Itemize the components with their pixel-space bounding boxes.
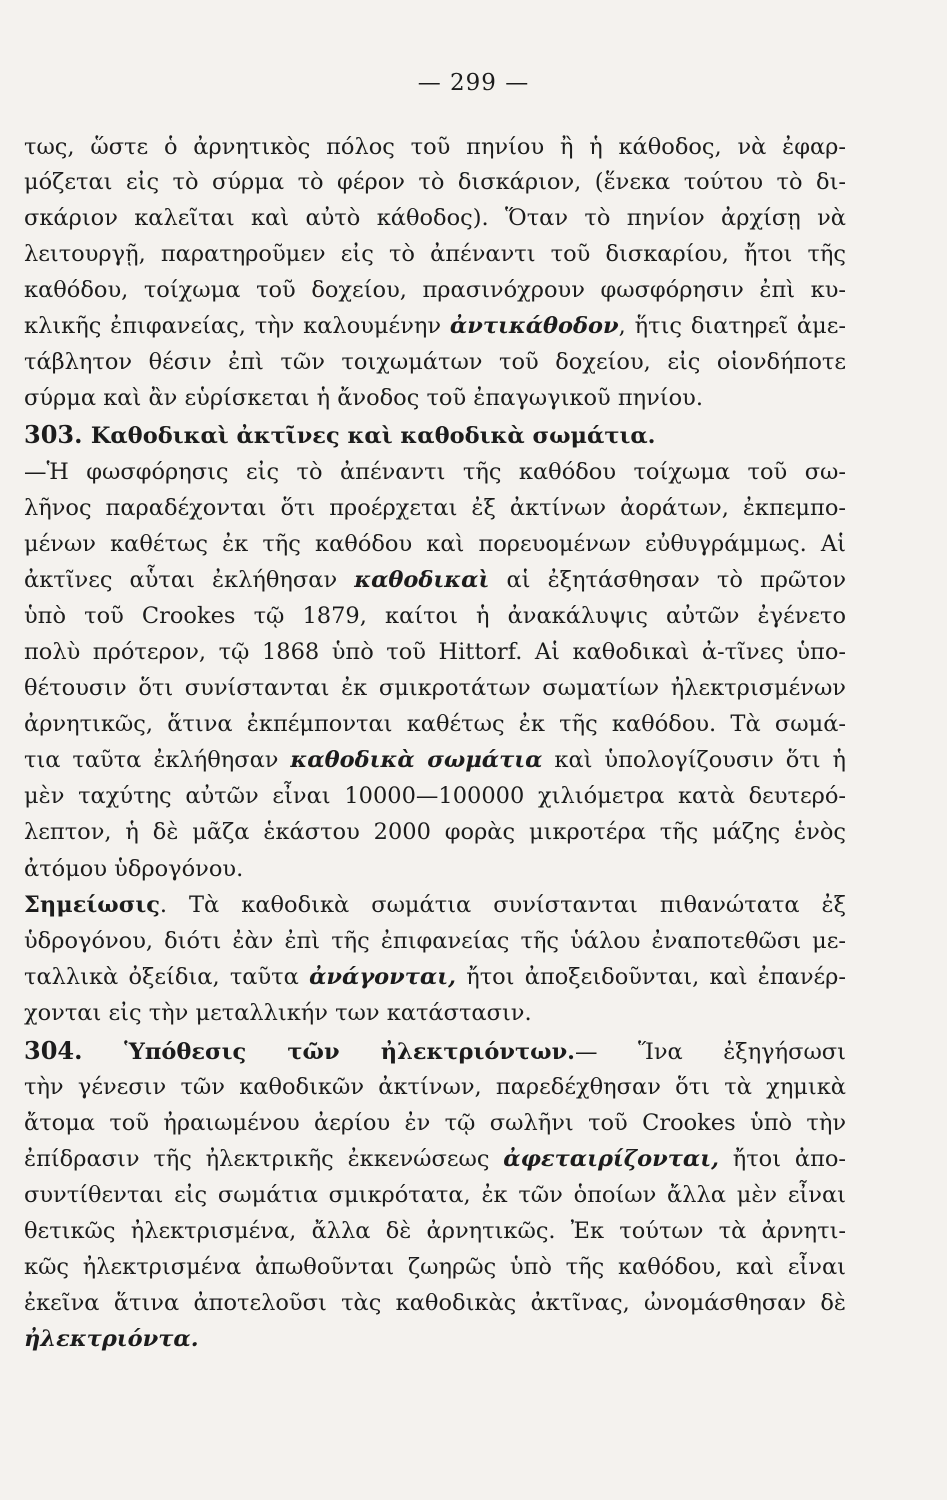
text-run: — Ἵνα ἐξηγήσωσι	[575, 1039, 846, 1065]
text-run: ἀκτῖνες αὗται ἐκλήθησαν	[24, 567, 355, 593]
text-line	[24, 1070, 846, 1104]
text-line	[24, 599, 846, 633]
text-line	[24, 237, 846, 271]
text-line	[24, 743, 846, 777]
text-run: . Τὰ καθοδικὰ σωμάτια συνίστανται πιθανώτατα ἐξ	[159, 892, 846, 918]
text-run: , ἥτις διατηρεῖ ἀμε-	[618, 313, 846, 339]
text-line	[24, 527, 846, 561]
text-run: ὑπὸ τοῦ Crookes τῷ 1879, καίτοι ἡ ἀνακάλυψις αὐτῶν ἐγένετο	[24, 603, 846, 629]
text-run: σκάριον καλεῖται καὶ αὐτὸ κάθοδος). Ὅταν τὸ πηνίον ἀρχίσῃ νὰ	[24, 205, 846, 231]
emphasized-term: ἀνάγονται,	[309, 964, 456, 990]
text-run: ἐπίδρασιν τῆς ἠλεκτρικῆς ἐκκενώσεως	[24, 1146, 504, 1172]
text-line	[24, 779, 846, 813]
text-run: τὴν γένεσιν τῶν καθοδικῶν ἀκτίνων, παρεδέχθησαν ὅτι τὰ χημικὰ	[24, 1074, 846, 1100]
text-run: κλικῆς ἐπιφανείας, τὴν καλουμένην	[24, 313, 450, 339]
text-run: ἄτομα τοῦ ἠραιωμένου ἀερίου ἐν τῷ σωλῆνι τοῦ Crookes ὑπὸ τὴν	[24, 1110, 846, 1136]
text-line	[24, 130, 846, 164]
text-line	[24, 1178, 846, 1212]
text-run: μένων καθέτως ἐκ τῆς καθόδου καὶ πορευομένων εὐθυγράμμως. Αἱ	[24, 531, 846, 557]
text-line	[24, 888, 846, 922]
text-line	[24, 491, 846, 525]
text-run: τια ταῦτα ἐκλήθησαν	[24, 747, 291, 773]
text-run: μόζεται εἰς τὸ σύρμα τὸ φέρον τὸ δισκάριον, (ἕνεκα τούτου τὸ δι-	[24, 169, 846, 195]
text-line	[24, 996, 846, 1030]
text-run: θετικῶς ἠλεκτρισμένα, ἄλλα δὲ ἀρνητικῶς. Ἐκ τούτων τὰ ἀρνητι-	[24, 1218, 846, 1244]
emphasized-term: ἀντικάθοδον	[449, 313, 619, 339]
text-line	[24, 1214, 846, 1248]
text-run: συντίθενται εἰς σωμάτια σμικρότατα, ἐκ τῶν ὁποίων ἄλλα μὲν εἶναι	[24, 1182, 846, 1208]
text-line	[24, 1034, 846, 1069]
section-number: 304.	[24, 1036, 125, 1065]
text-run: αἱ ἐξητάσθησαν τὸ πρῶτον	[489, 567, 846, 593]
emphasized-term: καθοδικὰ σωμάτια	[290, 747, 543, 773]
text-run: καθόδου, τοίχωμα τοῦ δοχείου, πρασινόχρουν φωσφόρησιν ἐπὶ κυ-	[24, 277, 846, 303]
page-number: — 299 —	[417, 70, 530, 96]
text-line	[24, 201, 846, 235]
text-line	[24, 563, 846, 597]
text-line	[24, 924, 846, 958]
text-run: κῶς ἠλεκτρισμένα ἀπωθοῦνται ζωηρῶς ὑπὸ τῆς καθόδου, καὶ εἶναι	[24, 1254, 846, 1280]
text-run: ἤτοι ἀπο-	[718, 1146, 846, 1172]
text-line	[24, 345, 846, 379]
text-run: σύρμα καὶ ἂν εὑρίσκεται ἡ ἄνοδος τοῦ ἐπαγωγικοῦ πηνίου.	[24, 385, 703, 411]
text-line	[24, 273, 846, 307]
text-line	[24, 852, 846, 886]
text-run: ἀτόμου ὑδρογόνου.	[24, 856, 244, 882]
text-run: τάβλητον θέσιν ἐπὶ τῶν τοιχωμάτων τοῦ δοχείου, εἰς οἱονδήποτε	[24, 349, 846, 375]
text-line	[24, 960, 846, 994]
text-line	[24, 635, 846, 669]
text-line	[24, 309, 846, 343]
text-line	[24, 1322, 846, 1356]
section-heading: Καθοδικαὶ ἀκτῖνες καὶ καθοδικὰ σωμάτια.	[90, 423, 656, 449]
text-line	[24, 418, 846, 453]
text-run: ἐκεῖνα ἅτινα ἀποτελοῦσι τὰς καθοδικὰς ἀκτῖνας, ὠνομάσθησαν δὲ	[24, 1290, 846, 1316]
text-run: τως, ὥστε ὁ ἀρνητικὸς πόλος τοῦ πηνίου ἢ ἡ κάθοδος, νὰ ἐφαρ-	[24, 134, 846, 160]
text-run: —Ἡ φωσφόρησις εἰς τὸ ἀπέναντι τῆς καθόδου τοίχωμα τοῦ σω-	[24, 459, 846, 485]
text-line	[24, 815, 846, 849]
text-run: θέτουσιν ὅτι συνίστανται ἐκ σμικροτάτων σωματίων ἠλεκτρισμένων	[24, 675, 846, 701]
text-line	[24, 165, 846, 199]
text-line	[24, 1106, 846, 1140]
text-line	[24, 455, 846, 489]
text-run: ἀρνητικῶς, ἅτινα ἐκπέμπονται καθέτως ἐκ τῆς καθόδου. Τὰ σωμά-	[24, 711, 846, 737]
text-run: λῆνος παραδέχονται ὅτι προέρχεται ἐξ ἀκτίνων ἀοράτων, ἐκπεμπο-	[24, 495, 846, 521]
text-line	[24, 1286, 846, 1320]
text-line	[24, 381, 846, 415]
text-run: λειτουργῇ, παρατηροῦμεν εἰς τὸ ἀπέναντι τοῦ δισκαρίου, ἤτοι τῆς	[24, 241, 846, 267]
section-number: 303.	[24, 420, 91, 449]
text-run: χονται εἰς τὴν μεταλλικήν των κατάστασιν.	[24, 1000, 532, 1026]
emphasized-term: ἀφεταιρίζονται,	[503, 1146, 719, 1172]
text-run: μὲν ταχύτης αὐτῶν εἶναι 10000—100000 χιλιόμετρα κατὰ δευτερό-	[24, 783, 846, 809]
text-line	[24, 671, 846, 705]
text-line	[24, 1142, 846, 1176]
text-run: πολὺ πρότερον, τῷ 1868 ὑπὸ τοῦ Hittorf. Αἱ καθοδικαὶ ἀ-τῖνες ὑπο-	[24, 639, 846, 665]
text-line	[24, 707, 846, 741]
text-run: ὑδρογόνου, διότι ἐὰν ἐπὶ τῆς ἐπιφανείας τῆς ὑάλου ἐναποτεθῶσι με-	[24, 928, 846, 954]
emphasized-term: καθοδικαὶ	[354, 567, 490, 593]
text-run: λεπτον, ἡ δὲ μᾶζα ἑκάστου 2000 φορὰς μικροτέρα τῆς μάζης ἑνὸς	[24, 819, 846, 845]
text-run: ἤτοι ἀποξειδοῦνται, καὶ ἐπανέρ-	[455, 964, 846, 990]
text-run: ταλλικὰ ὀξείδια, ταῦτα	[24, 964, 310, 990]
text-run: καὶ ὑπολογίζουσιν ὅτι ἡ	[542, 747, 846, 773]
emphasized-term: ἠλεκτριόντα.	[24, 1326, 199, 1352]
section-heading: Ὑπόθεσις τῶν ἠλεκτριόντων.	[124, 1039, 576, 1065]
text-line	[24, 1250, 846, 1284]
section-heading: Σημείωσις	[24, 892, 160, 918]
